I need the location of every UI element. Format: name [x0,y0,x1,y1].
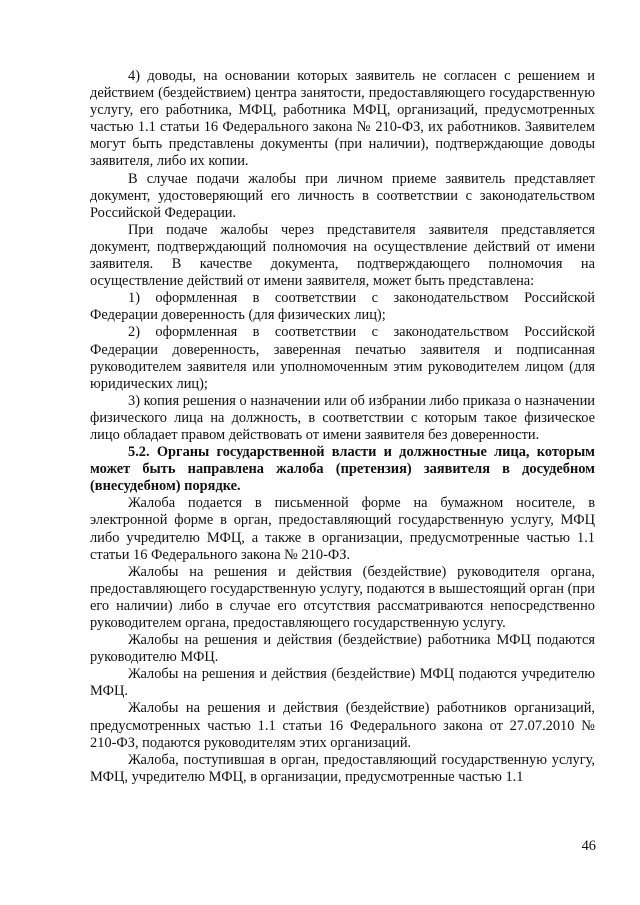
page-number: 46 [581,838,596,854]
list-item-2: 2) оформленная в соответствии с законодательством Российской Федерации доверенность, заверенная печатью заявителя и подписанная руководителем заявителя или уполномоченным этим руководителем лицом (для юридических лиц); [90,324,595,392]
paragraph-complaint-head: Жалобы на решения и действия (бездействие) руководителя органа, предоставляющего государственную услугу, подаются в вышестоящий орган (при его наличии) либо в случае его отсутствия рассматриваются непосредственно руководителем органа, предоставляющего государственную услугу. [90,563,595,631]
paragraph-complaint-mfc-worker: Жалобы на решения и действия (бездействие) работника МФЦ подаются руководителю МФЦ. [90,632,595,666]
paragraph-arguments: 4) доводы, на основании которых заявитель не согласен с решением и действием (бездействием) центра занятости, предоставляющего государственную услугу, его работника, МФЦ, работника МФЦ, организаций, предусмотренных частью 1.1 статьи 16 Федерального закона № 210-ФЗ, их работников. Заявителем могут быть представлены документы (при наличии), подтверждающие доводы заявителя, либо их копии. [90,68,595,170]
paragraph-complaint-received: Жалоба, поступившая в орган, предоставляющий государственную услугу, МФЦ, учредителю МФЦ, в организации, предусмотренные частью 1.1 [90,751,595,785]
paragraph-complaint-submission: Жалоба подается в письменной форме на бумажном носителе, в электронной форме в орган, предоставляющий государственную услугу, МФЦ либо учредителю МФЦ, а также в организации, предусмотренные частью 1.1 статьи 16 Федерального закона № 210-ФЗ. [90,495,595,563]
paragraph-complaint-mfc: Жалобы на решения и действия (бездействие) МФЦ подаются учредителю МФЦ. [90,666,595,700]
list-item-3: 3) копия решения о назначении или об избрании либо приказа о назначении физического лица на должность, в соответствии с которым такое физическое лицо обладает правом действовать от имени заявителя без доверенности. [90,392,595,443]
paragraph-representative: При подаче жалобы через представителя заявителя представляется документ, подтверждающий полномочия на осуществление действий от имени заявителя. В качестве документа, подтверждающего полномочия на осуществление действий от имени заявителя, может быть представлена: [90,221,595,290]
paragraph-complaint-organizations: Жалобы на решения и действия (бездействие) работников организаций, предусмотренных частью 1.1 статьи 16 Федерального закона от 27.07.2010 № 210-ФЗ, подаются руководителям этих организаций. [90,700,595,751]
document-page [90,68,595,786]
section-heading: 5.2. Органы государственной власти и должностные лица, которым может быть направлена жалоба (претензия) заявителя в досудебном (внесудебном) порядке. [90,444,595,495]
paragraph-personal-reception: В случае подачи жалобы при личном приеме заявитель представляет документ, удостоверяющий его личность в соответствии с законодательством Российской Федерации. [90,170,595,221]
list-item-1: 1) оформленная в соответствии с законодательством Российской Федерации доверенность (для физических лиц); [90,290,595,324]
